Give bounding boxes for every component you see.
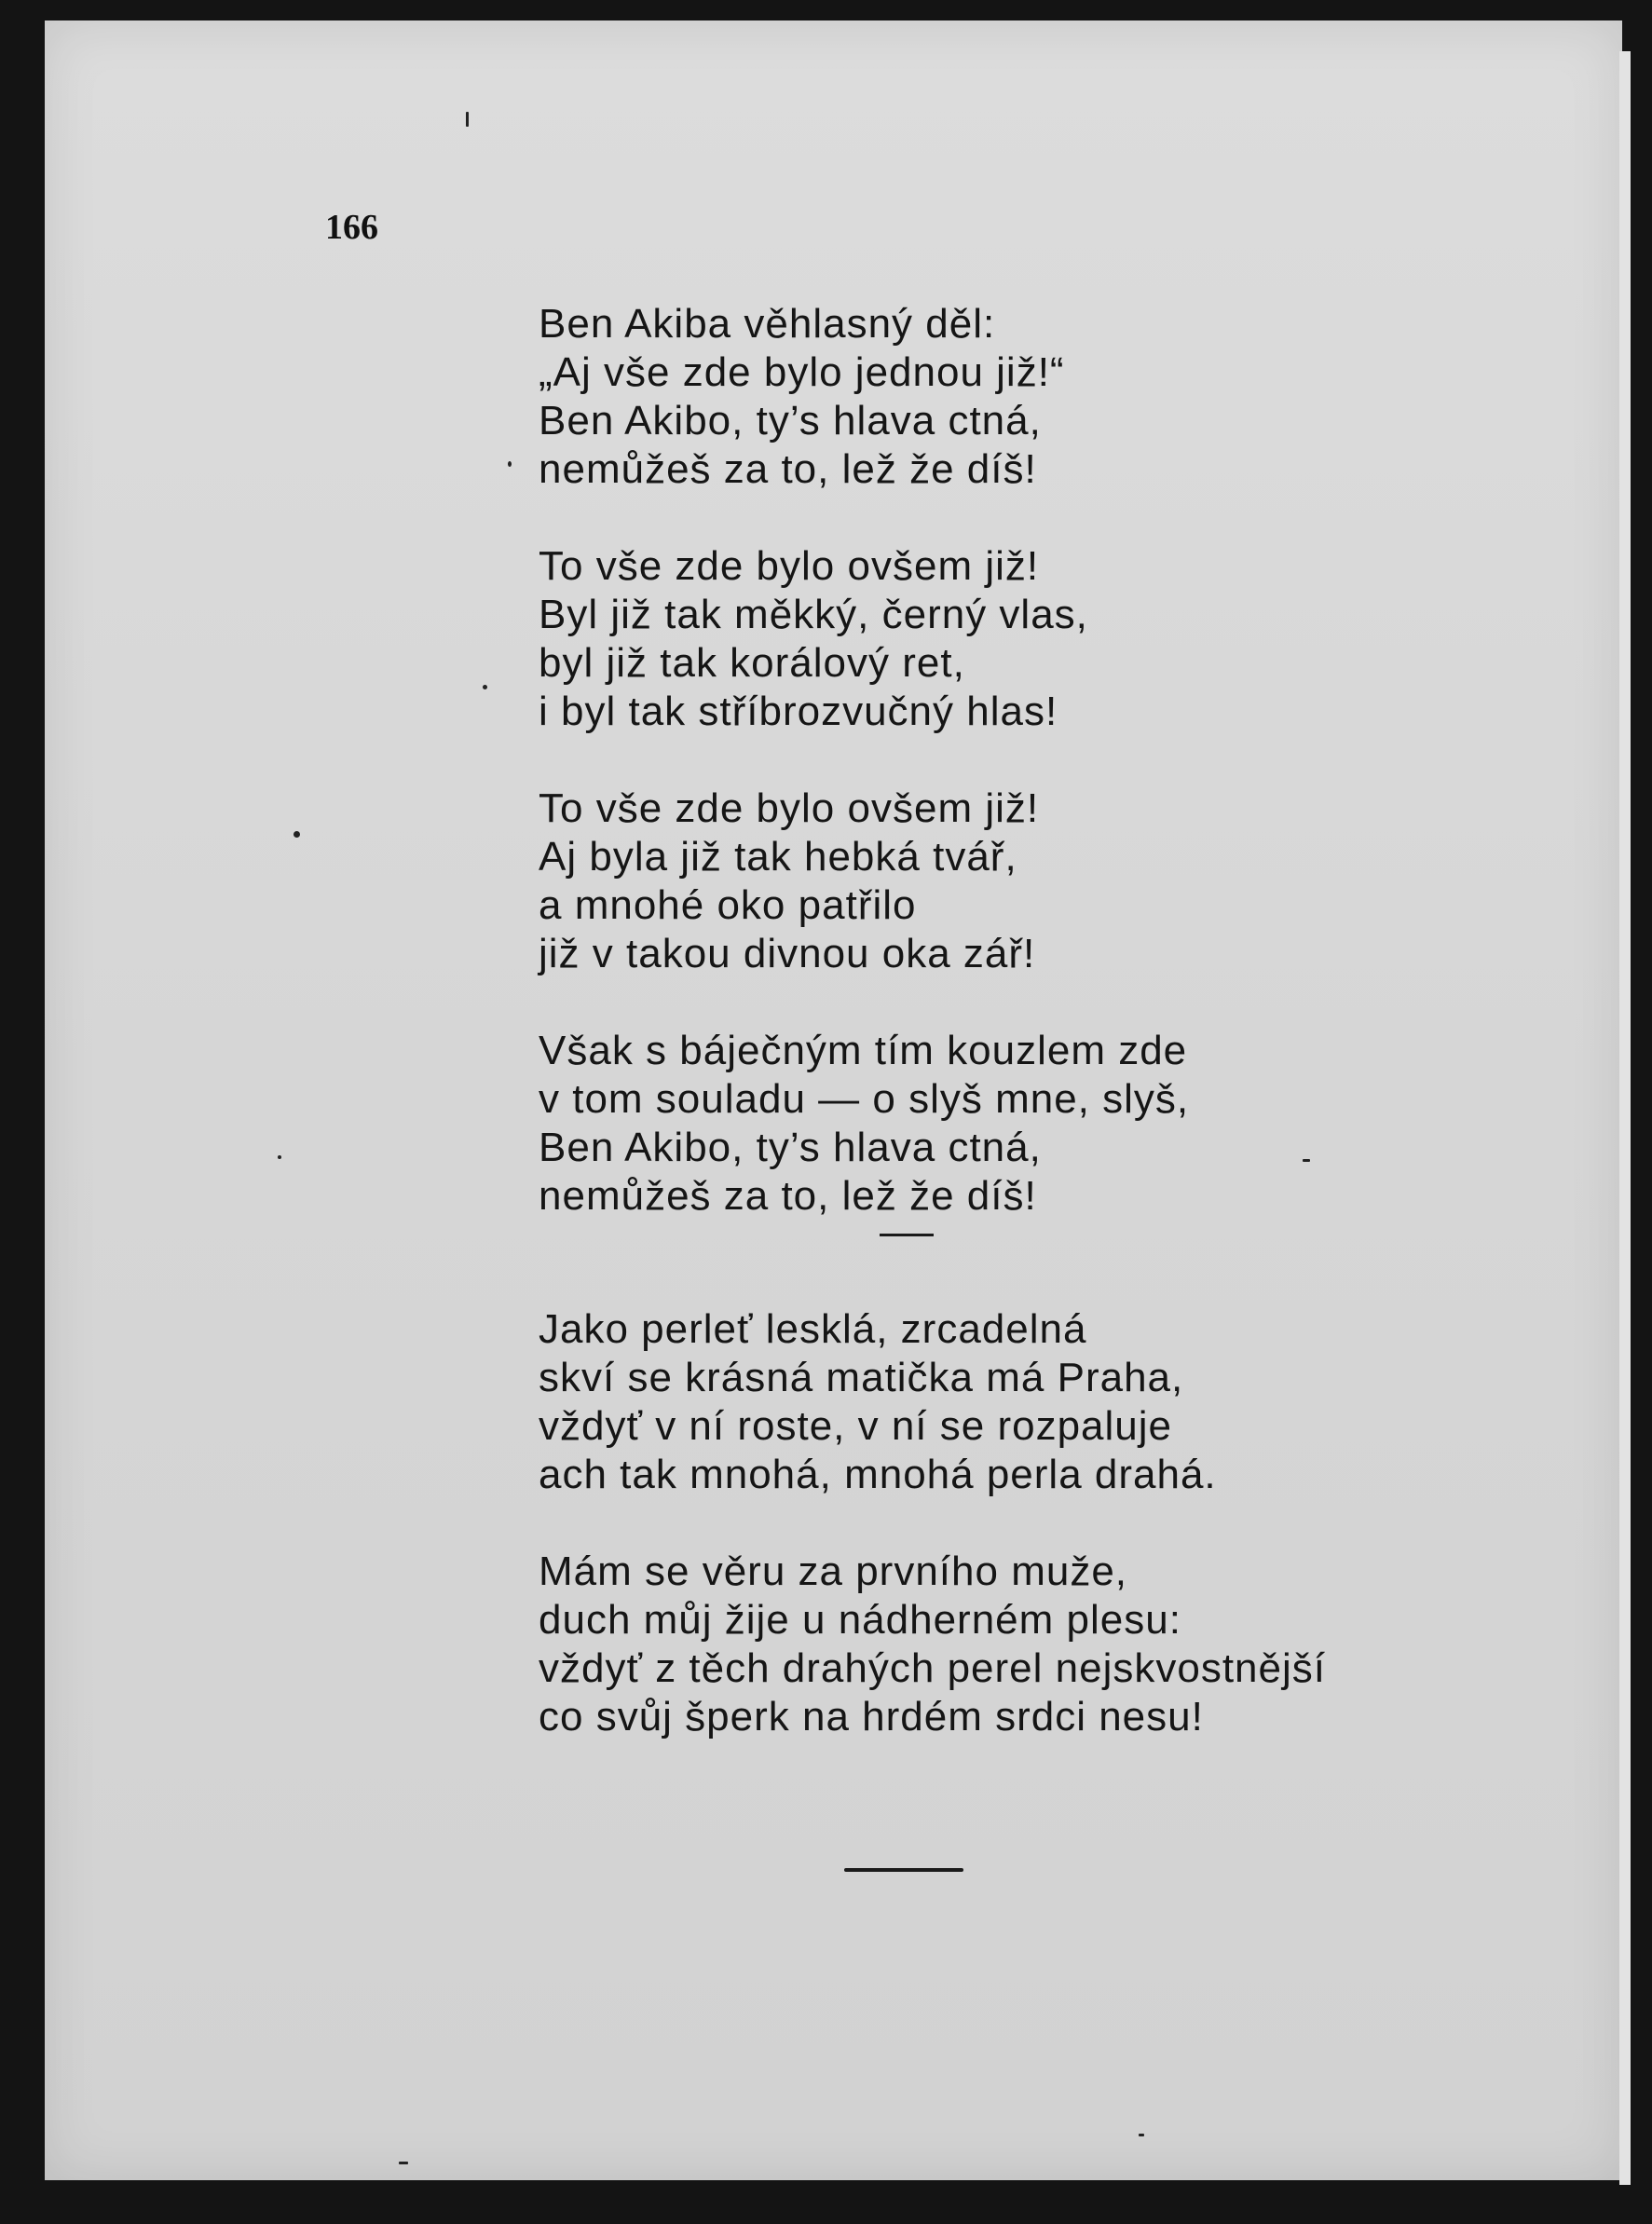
stanza-6 <box>539 1548 1470 1741</box>
verse-line: To vše zde bylo ovšem již! <box>539 543 1040 589</box>
verse-line: „Aj vše zde bylo jednou již!“ <box>539 349 1065 395</box>
scan-speck <box>1139 2134 1144 2136</box>
scan-speck <box>508 461 512 467</box>
poem <box>539 300 1470 1741</box>
scan-speck <box>294 831 300 838</box>
verse-line: Ben Akiba věhlasný děl: <box>539 301 996 347</box>
stanza-2 <box>539 542 1470 736</box>
verse-line: Však s báječným tím kouzlem zde <box>539 1028 1188 1073</box>
scan-speck <box>1303 1159 1310 1162</box>
verse-line: co svůj šperk na hrdém srdci nesu! <box>539 1694 1204 1740</box>
verse-line: nemůžeš za to, lež že díš! <box>539 446 1037 492</box>
verse-line: Aj byla již tak hebká tvář, <box>539 834 1017 880</box>
verse-line: a mnohé oko patřilo <box>539 882 917 928</box>
page-edge <box>1619 51 1631 2185</box>
page-number: 166 <box>325 208 378 247</box>
end-separator <box>844 1868 963 1872</box>
verse-line: v tom souladu — o slyš mne, slyš, <box>539 1076 1190 1122</box>
verse-line: To vše zde bylo ovšem již! <box>539 785 1040 831</box>
verse-line: vždyť v ní roste, v ní se rozpaluje <box>539 1403 1173 1449</box>
verse-line: vždyť z těch drahých perel nejskvostnější <box>539 1645 1326 1691</box>
verse-line: Jako perleť lesklá, zrcadelná <box>539 1306 1087 1352</box>
verse-line: Ben Akibo, ty’s hlava ctná, <box>539 1125 1042 1170</box>
verse-line: byl již tak korálový ret, <box>539 640 965 686</box>
verse-line: skví se krásná matička má Praha, <box>539 1355 1184 1400</box>
scan-speck <box>399 2162 408 2164</box>
stanza-5 <box>539 1305 1470 1499</box>
verse-line: ach tak mnohá, mnohá perla drahá. <box>539 1452 1217 1497</box>
verse-line: duch můj žije u nádherném plesu: <box>539 1597 1181 1643</box>
scan-speck <box>483 685 487 689</box>
stanza-4 <box>539 1027 1470 1221</box>
verse-line: i byl tak stříbrozvučný hlas! <box>539 689 1058 734</box>
verse-line: již v takou divnou oka zář! <box>539 931 1036 976</box>
stanza-1 <box>539 300 1470 494</box>
stanza-3 <box>539 785 1470 978</box>
verse-line: Byl již tak měkký, černý vlas, <box>539 592 1088 637</box>
verse-line: Ben Akibo, ty’s hlava ctná, <box>539 398 1042 443</box>
scan-speck <box>466 112 469 127</box>
verse-line: Mám se věru za prvního muže, <box>539 1549 1128 1594</box>
scan-speck <box>278 1155 281 1159</box>
verse-line: nemůžeš za to, lež že díš! <box>539 1173 1037 1219</box>
